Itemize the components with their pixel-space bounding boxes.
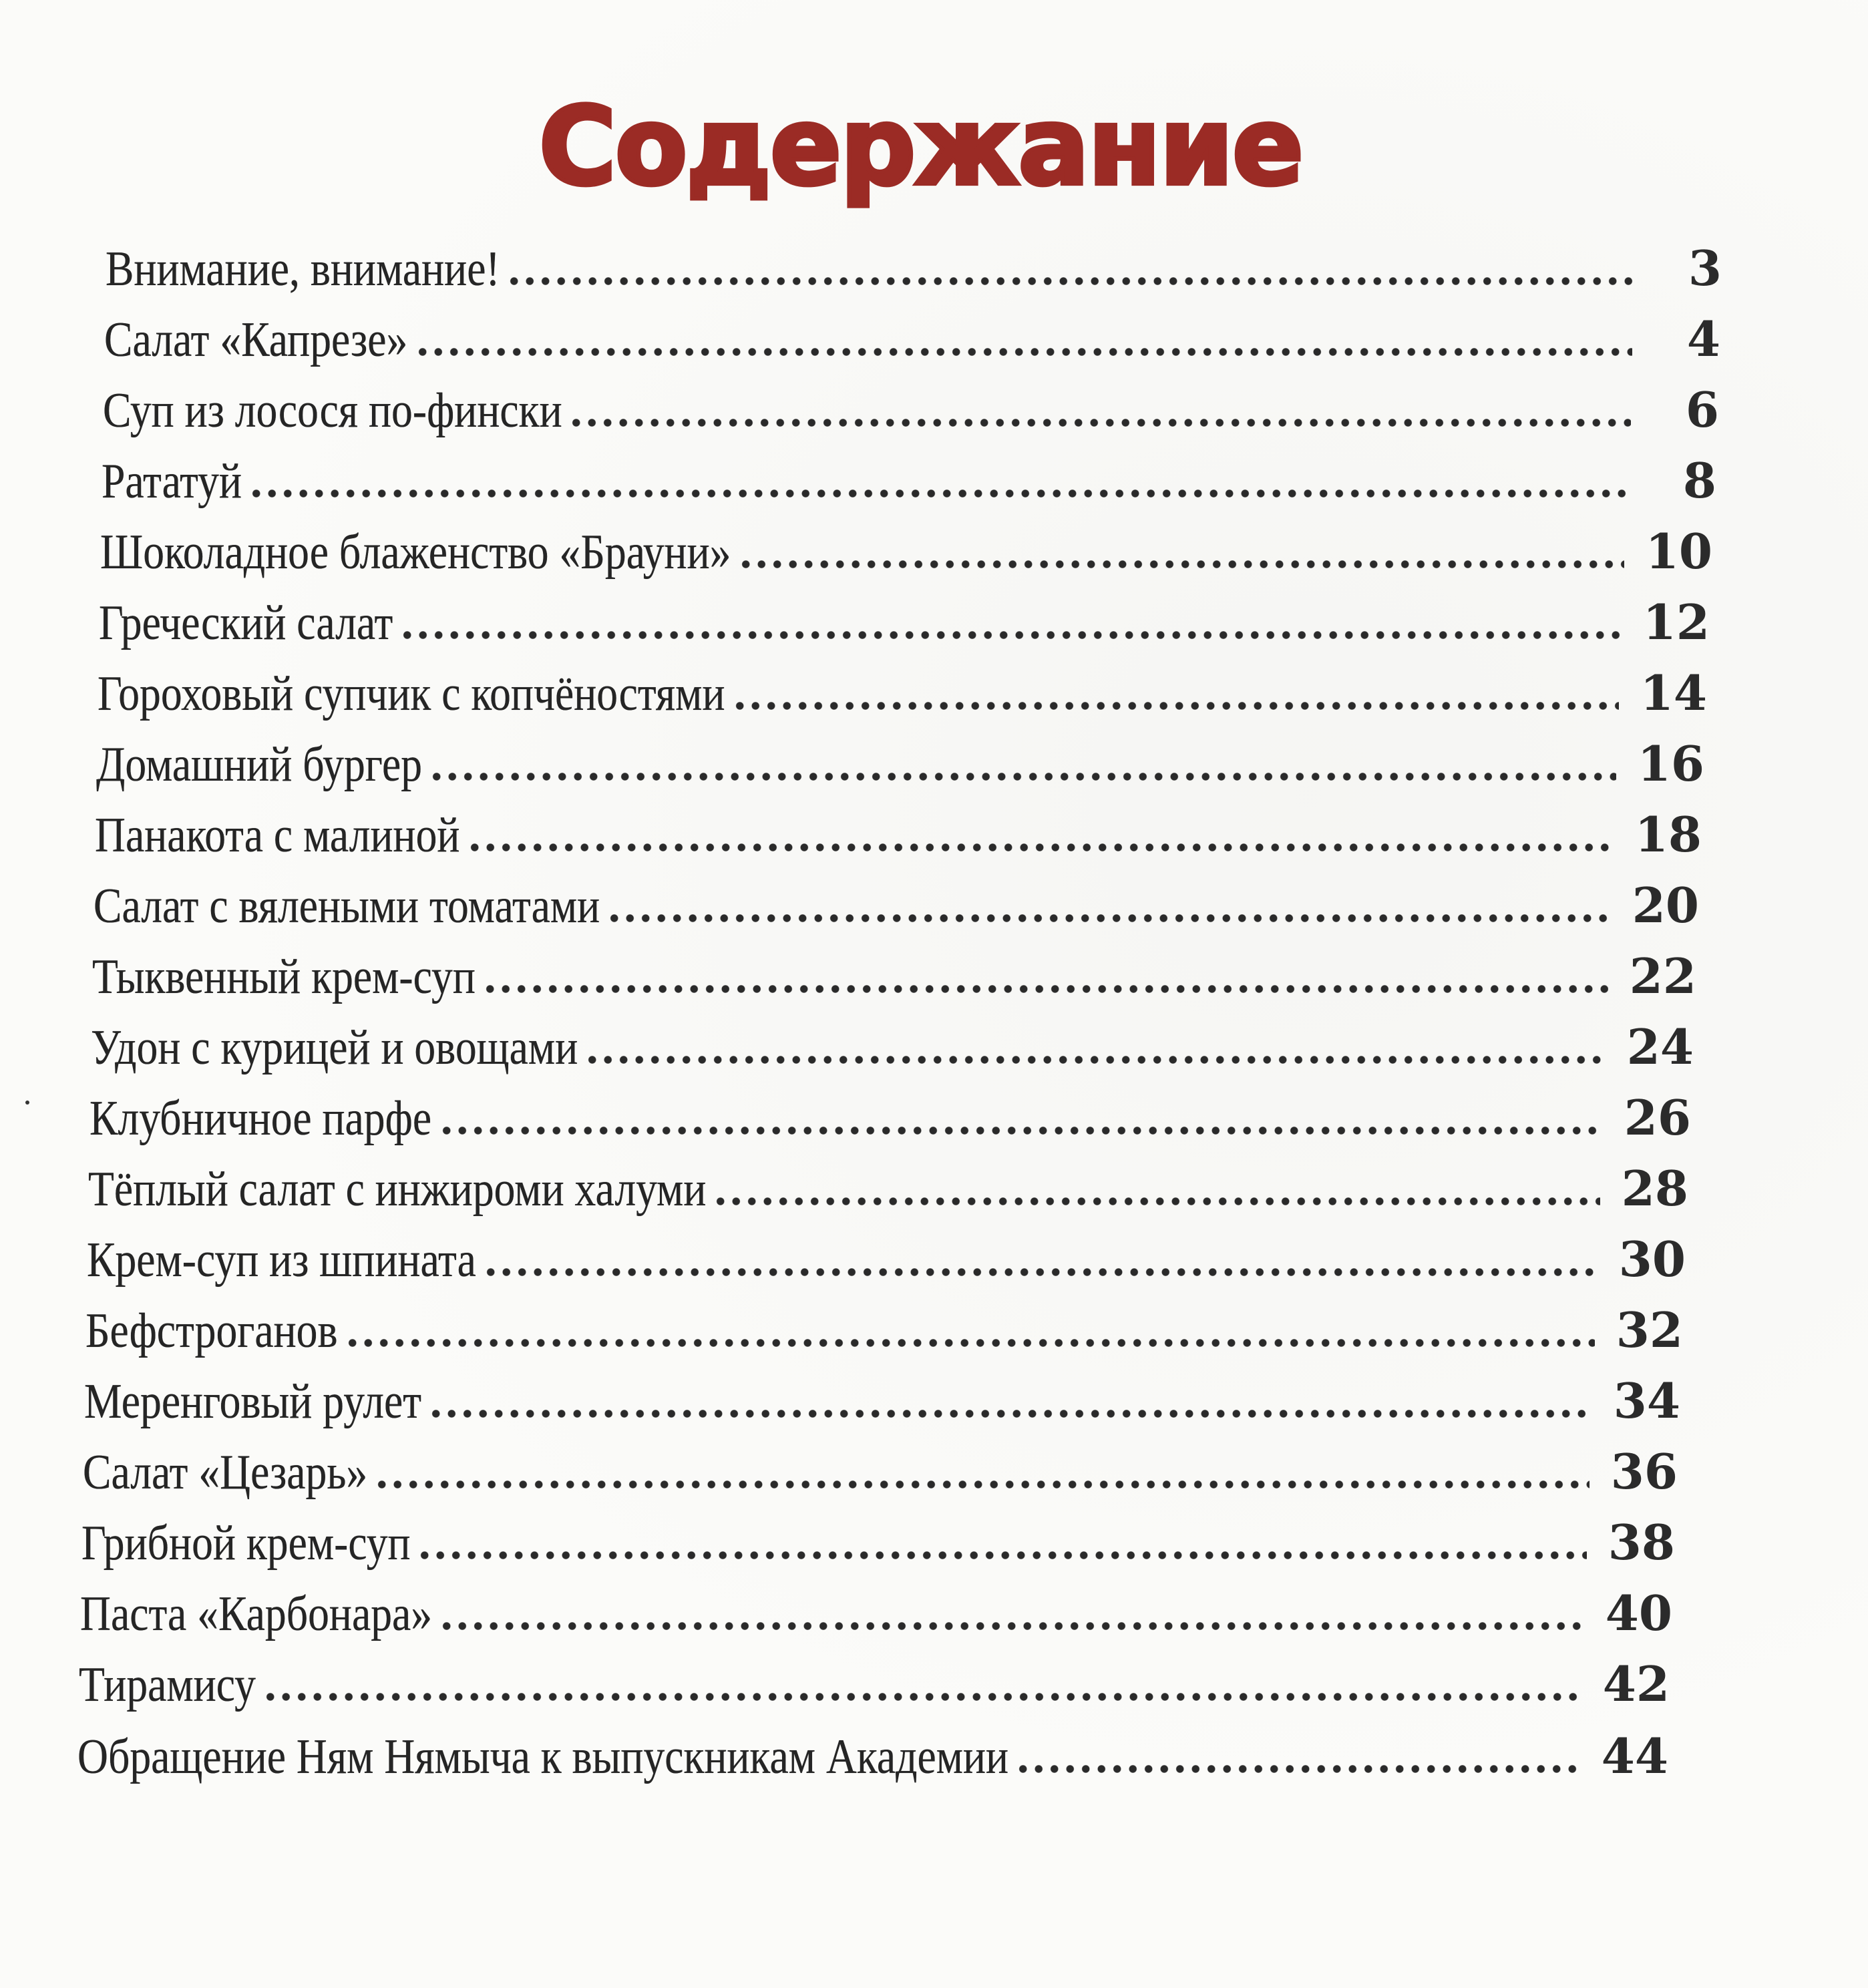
toc-entry[interactable]	[106, 235, 1722, 302]
toc-entry-title: Шоколадное блаженство «Брауни»	[100, 525, 731, 580]
toc-entry-title: Тёплый салат с инжироми халуми	[88, 1162, 707, 1217]
dot-leader	[439, 1126, 1603, 1135]
dot-leader	[467, 843, 1614, 852]
toc-entry-title: Удон с курицей и овощами	[91, 1020, 578, 1075]
toc-entry-page: 20	[1632, 877, 1699, 934]
dot-leader	[399, 630, 1622, 640]
toc-entry[interactable]	[81, 1509, 1675, 1576]
toc-entry-title: Греческий салат	[99, 596, 393, 650]
dot-leader	[345, 1338, 1595, 1348]
dot-leader	[713, 1197, 1600, 1206]
dot-leader	[417, 1551, 1587, 1560]
toc-entry-page: 28	[1621, 1160, 1688, 1217]
dot-leader	[738, 560, 1624, 569]
dot-leader	[732, 701, 1619, 711]
toc-entry-title: Грибной крем-суп	[81, 1516, 411, 1571]
toc-entry-title: Суп из лосося по-фински	[103, 383, 562, 438]
toc-entry[interactable]	[85, 1297, 1683, 1364]
toc-entry-page: 34	[1613, 1372, 1680, 1429]
toc-entry-page: 10	[1645, 523, 1712, 580]
toc-entry[interactable]	[102, 447, 1716, 514]
toc-entry[interactable]	[91, 1014, 1694, 1080]
toc-entry-page: 40	[1605, 1585, 1672, 1641]
toc-entry-page: 3	[1688, 240, 1722, 296]
toc-entry-title: Внимание, внимание!	[106, 242, 500, 296]
dot-leader	[584, 1055, 1606, 1064]
dot-leader	[482, 984, 1608, 994]
toc-entry[interactable]	[79, 1651, 1670, 1718]
toc-entry[interactable]	[77, 1723, 1668, 1790]
toc-entry-page: 38	[1608, 1514, 1675, 1571]
toc-entry[interactable]	[87, 1226, 1686, 1293]
toc-entry-page: 30	[1618, 1231, 1686, 1287]
toc-entry-page: 6	[1685, 381, 1719, 438]
toc-entry-page: 12	[1642, 594, 1710, 650]
dot-leader	[568, 418, 1631, 427]
toc-entry[interactable]	[99, 589, 1710, 656]
toc-entry-title: Домашний бургер	[96, 737, 423, 792]
dot-leader	[506, 276, 1634, 286]
toc-entry-title: Тыквенный крем-суп	[92, 950, 476, 1004]
dot-leader	[415, 347, 1632, 357]
toc-entry[interactable]	[84, 1368, 1680, 1434]
toc-entry[interactable]	[80, 1580, 1672, 1647]
toc-entry[interactable]	[89, 1084, 1691, 1151]
dot-leader	[428, 1409, 1592, 1418]
toc-entry-title: Паста «Карбонара»	[80, 1587, 433, 1641]
toc-entry[interactable]	[104, 306, 1720, 373]
dot-leader	[483, 1267, 1598, 1277]
toc-entry-page: 4	[1686, 311, 1720, 367]
toc-entry-page: 18	[1634, 806, 1702, 863]
toc-entry-page: 14	[1640, 664, 1707, 721]
toc-entry[interactable]	[103, 377, 1719, 443]
toc-entry-title: Панакота с малиной	[95, 808, 460, 863]
toc-entry[interactable]	[94, 872, 1699, 939]
toc-entry-title: Меренговый рулет	[84, 1374, 422, 1429]
toc-entry[interactable]	[95, 801, 1702, 868]
toc-entry-page: 44	[1601, 1728, 1668, 1784]
toc-entry-title: Крем-суп из шпината	[87, 1233, 476, 1287]
dot-leader	[429, 772, 1616, 781]
toc-entry-title: Салат «Цезарь»	[83, 1445, 368, 1500]
toc-entry-title: Гороховый супчик с копчёностями	[98, 666, 725, 721]
toc-entry-title: Салат «Капрезе»	[104, 313, 408, 367]
toc-entry[interactable]	[88, 1155, 1688, 1222]
page-title: Содержание	[538, 84, 1303, 210]
toc-entry-title: Клубничное парфе	[89, 1091, 432, 1146]
dot-leader	[248, 489, 1628, 498]
toc-entry-title: Обращение Ням Нямыча к выпускникам Академии	[77, 1730, 1009, 1784]
toc-entry-page: 42	[1602, 1655, 1670, 1712]
toc-entry[interactable]	[98, 660, 1707, 727]
toc-entry-page: 16	[1637, 735, 1704, 792]
dot-leader	[262, 1692, 1581, 1702]
toc-entry[interactable]	[100, 518, 1712, 585]
toc-entry-title: Салат с вялеными томатами	[94, 879, 600, 934]
toc-entry-title: Рататуй	[102, 454, 242, 509]
toc-entry-page: 22	[1629, 948, 1696, 1004]
toc-entry-page: 24	[1626, 1018, 1694, 1075]
toc-entry[interactable]	[96, 731, 1704, 797]
dot-leader	[374, 1480, 1590, 1489]
toc-entry-page: 32	[1616, 1302, 1683, 1358]
toc-entry-title: Бефстроганов	[85, 1304, 338, 1358]
toc-entry-title: Тирамису	[79, 1657, 256, 1712]
dot-leader	[439, 1621, 1584, 1631]
toc-entry-page: 36	[1610, 1443, 1678, 1500]
toc-entry[interactable]	[92, 943, 1696, 1010]
toc-entry-page: 26	[1624, 1089, 1691, 1146]
toc-entry[interactable]	[83, 1438, 1678, 1505]
scan-speck	[25, 1101, 29, 1105]
dot-leader	[1015, 1764, 1580, 1774]
dot-leader	[606, 914, 1611, 923]
toc-entry-page: 8	[1682, 452, 1716, 509]
